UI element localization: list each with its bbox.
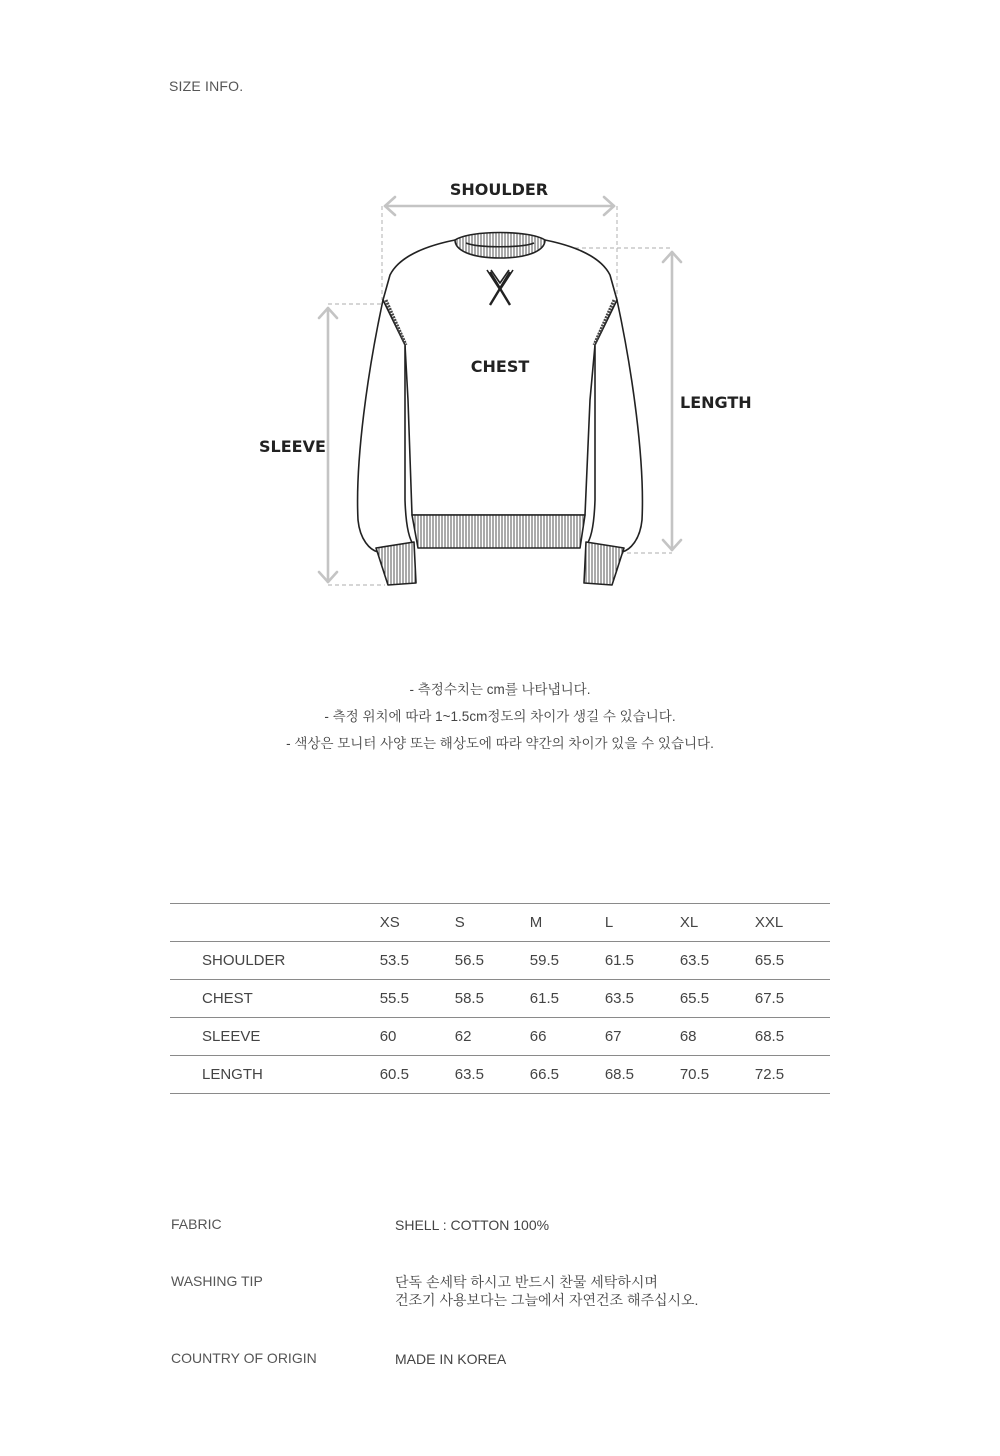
table-cell: 70.5 [680,1056,755,1094]
shoulder-label: SHOULDER [449,180,549,199]
header-cell [170,904,380,942]
table-row [170,1018,830,1056]
washing-tip-line: 단독 손세탁 하시고 반드시 찬물 세탁하시며 [395,1274,658,1290]
table-row [170,1056,830,1094]
table-cell: 65.5 [680,980,755,1018]
section-title: SIZE INFO. [169,78,244,94]
origin-value: MADE IN KOREA [395,1351,507,1367]
table-cell: 63.5 [455,1056,530,1094]
table-cell: 61.5 [530,980,605,1018]
table-row [170,980,830,1018]
washing-tip-label: WASHING TIP [171,1273,263,1289]
table-cell: 63.5 [605,980,680,1018]
table-cell: 67 [605,1018,680,1056]
header-cell: XS [380,904,455,942]
chest-label: CHEST [470,357,530,376]
table-cell: 68.5 [755,1018,830,1056]
note-line: - 측정수치는 cm를 나타냅니다. [409,682,591,697]
sleeve-label: SLEEVE [259,437,326,456]
measurement-notes [0,680,1000,761]
table-cell: 53.5 [380,942,455,980]
table-cell: 62 [455,1018,530,1056]
sweatshirt-measurement-diagram [0,160,1000,600]
row-label: CHEST [170,980,380,1018]
table-cell: 58.5 [455,980,530,1018]
fabric-label: FABRIC [171,1216,222,1232]
table-cell: 72.5 [755,1056,830,1094]
table-cell: 59.5 [530,942,605,980]
table-cell: 56.5 [455,942,530,980]
note-line: - 색상은 모니터 사양 또는 해상도에 따라 약간의 차이가 있을 수 있습니다. [286,736,714,751]
origin-label: COUNTRY OF ORIGIN [171,1350,317,1366]
size-table [170,903,830,1094]
table-cell: 55.5 [380,980,455,1018]
note-line: - 측정 위치에 따라 1~1.5cm정도의 차이가 생길 수 있습니다. [324,709,676,724]
header-cell: XXL [755,904,830,942]
washing-tip-value [395,1273,698,1309]
table-cell: 60.5 [380,1056,455,1094]
row-label: LENGTH [170,1056,380,1094]
table-cell: 66 [530,1018,605,1056]
header-cell: S [455,904,530,942]
table-cell: 67.5 [755,980,830,1018]
header-cell: L [605,904,680,942]
header-cell: XL [680,904,755,942]
washing-tip-line: 건조기 사용보다는 그늘에서 자연건조 해주십시오. [395,1292,699,1308]
fabric-value: SHELL : COTTON 100% [395,1217,550,1233]
table-cell: 65.5 [755,942,830,980]
table-header-row [170,904,830,942]
row-label: SHOULDER [170,942,380,980]
table-cell: 68 [680,1018,755,1056]
table-cell: 66.5 [530,1056,605,1094]
row-label: SLEEVE [170,1018,380,1056]
table-cell: 60 [380,1018,455,1056]
sweatshirt-illustration [358,233,643,586]
table-cell: 61.5 [605,942,680,980]
header-cell: M [530,904,605,942]
length-label: LENGTH [680,393,752,412]
table-cell: 68.5 [605,1056,680,1094]
table-cell: 63.5 [680,942,755,980]
table-row [170,942,830,980]
